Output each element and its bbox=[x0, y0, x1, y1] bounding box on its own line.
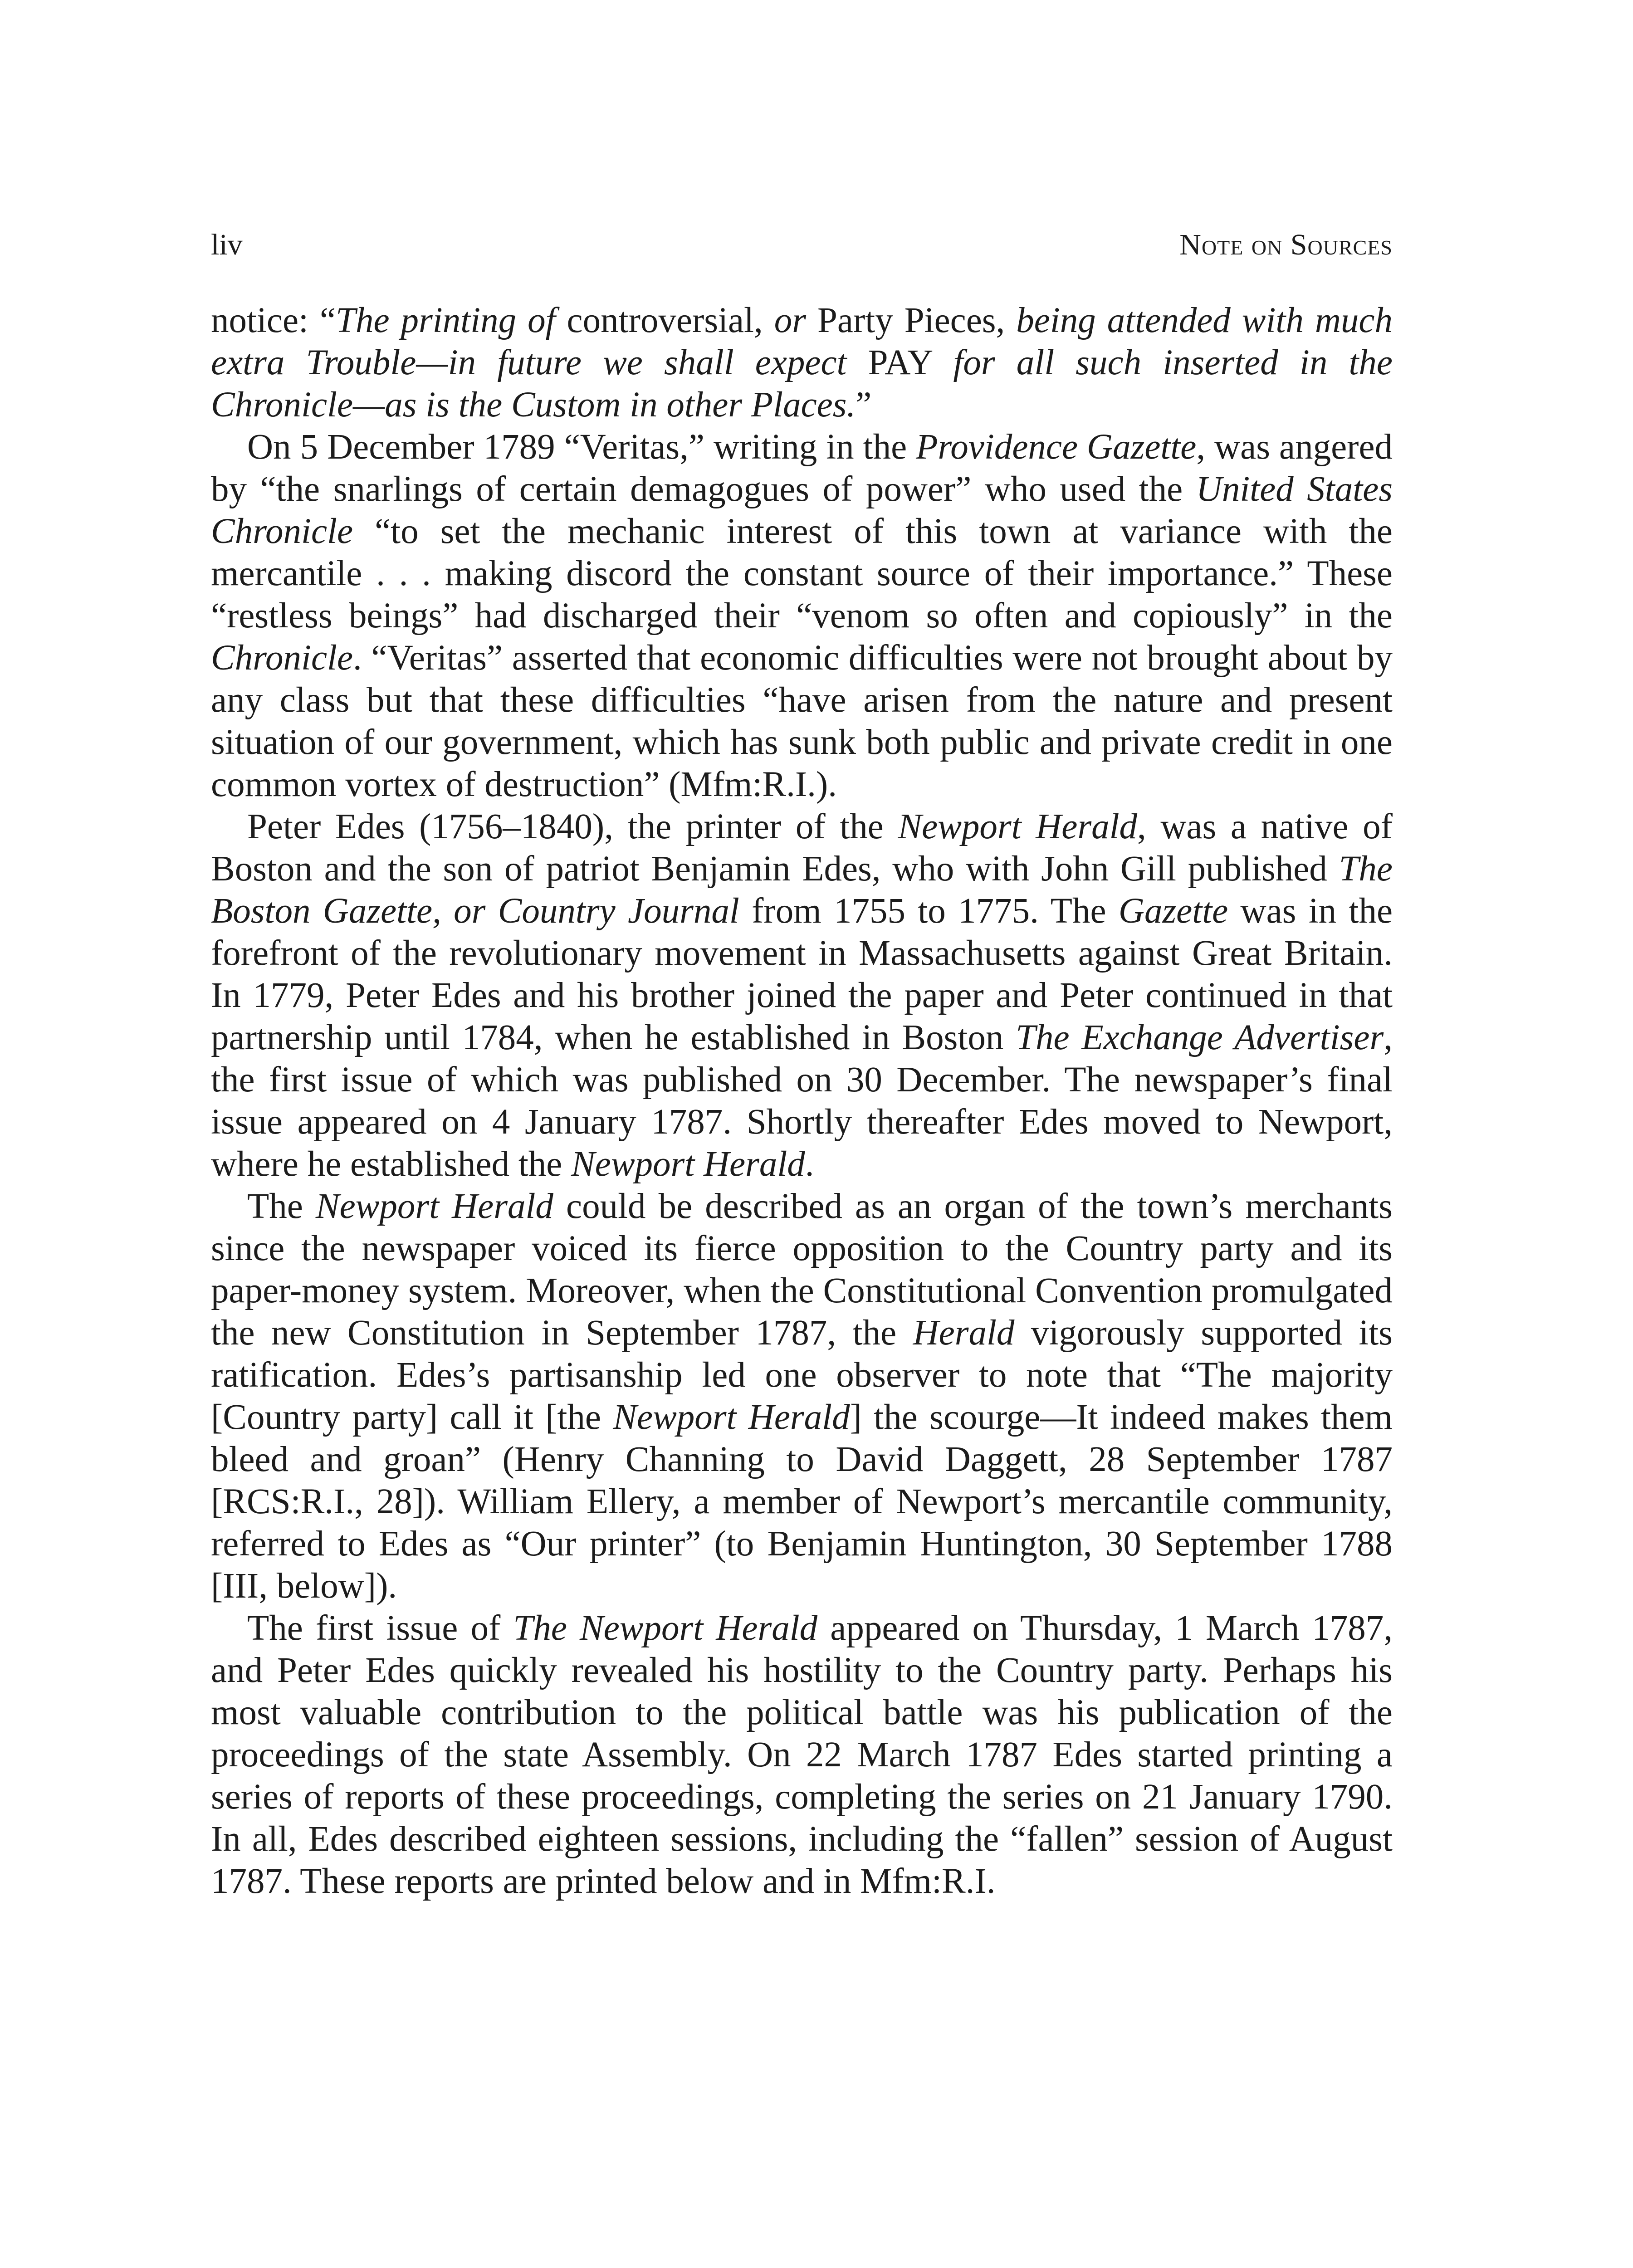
italic-text: being attended with much extra Trouble—in future we shall expect bbox=[211, 301, 1393, 382]
running-title: Note on Sources bbox=[1179, 228, 1393, 261]
italic-text: for all such inserted in the Chronicle—as is the Custom in other Places. bbox=[211, 343, 1393, 425]
italic-text: Gazette bbox=[1118, 891, 1228, 931]
page-number: liv bbox=[211, 228, 243, 261]
text-run: On 5 December 1789 “Veritas,” writing in the bbox=[247, 427, 916, 467]
text-run: controversial, bbox=[555, 301, 774, 340]
italic-text: The Exchange Advertiser bbox=[1016, 1018, 1384, 1057]
text-run: Peter Edes (1756–1840), the printer of the bbox=[247, 807, 898, 846]
text-run: , was angered by “the snarlings of certain demagogues of power” who used the bbox=[211, 427, 1393, 509]
italic-text: The Newport Herald bbox=[513, 1608, 818, 1648]
text-run: appeared on Thursday, 1 March 1787, and Peter Edes quickly revealed his hostility to the Country party. Perhaps his most valuable contribution to the political battle was his publication of the proceedings of the state Assembly. On 22 March 1787 Edes started printing a series of reports of these proceedings, completing the series on 21 January 1790. In all, Edes described eighteen sessions, including the “fallen” session of August 1787. These reports are printed below and in Mfm:R.I. bbox=[211, 1608, 1393, 1901]
text-run: . “Veritas” asserted that economic difficulties were not brought about by any class but that these difficulties “have arisen from the nature and present situation of our government, which has sunk both public and private credit in one common vortex of destruction” (Mfm:R.I.). bbox=[211, 638, 1393, 804]
italic-text: Providence Gazette bbox=[916, 427, 1197, 467]
text-run: notice: “ bbox=[211, 301, 336, 340]
paragraph bbox=[211, 299, 1393, 426]
paragraph bbox=[211, 1607, 1393, 1902]
text-run: “to set the mechanic interest of this town at variance with the mercantile . . . making discord the constant source of their importance.” These “restless beings” had discharged their “venom so often and copiously” in the bbox=[211, 512, 1393, 635]
text-run: The first issue of bbox=[247, 1608, 513, 1648]
italic-text: Newport Herald bbox=[613, 1398, 850, 1437]
italic-text: Newport Herald bbox=[898, 807, 1138, 846]
paragraph bbox=[211, 806, 1393, 1185]
text-run: ] the scourge—It indeed makes them bleed and groan” (Henry Channing to David Daggett, 28 September 1787 [RCS:R.I., 28]). William Ellery, a member of Newport’s mercantile community, referred to Edes as “Our printer” (to Benjamin Huntington, 30 September 1788 [III, below]). bbox=[211, 1398, 1393, 1606]
text-run: ” bbox=[856, 385, 872, 425]
text-run: from 1755 to 1775. The bbox=[739, 891, 1119, 931]
italic-text: The printing of bbox=[336, 301, 556, 340]
italic-text: Newport Herald bbox=[315, 1187, 553, 1226]
text-run: The bbox=[247, 1187, 316, 1226]
body-text bbox=[211, 299, 1393, 1902]
italic-text: Herald bbox=[913, 1313, 1015, 1353]
text-run: . bbox=[805, 1144, 814, 1184]
paragraph bbox=[211, 426, 1393, 806]
paragraph bbox=[211, 1185, 1393, 1607]
text-run: , was a native of Boston and the son of patriot Benjamin Edes, who with John Gill published bbox=[211, 807, 1393, 889]
text-run: PAY bbox=[846, 343, 953, 382]
italic-text: or bbox=[774, 301, 806, 340]
text-run: , the first issue of which was published on 30 December. The newspaper’s final issue appeared on 4 January 1787. Shortly thereafter Edes moved to Newport, where he established the bbox=[211, 1018, 1393, 1184]
italic-text: Chronicle bbox=[211, 638, 353, 678]
italic-text: The Boston Gazette, or Country Journal bbox=[211, 849, 1393, 931]
italic-text: Newport Herald bbox=[571, 1144, 805, 1184]
text-run: Party Pieces, bbox=[806, 301, 1017, 340]
text-run: vigorously supported its ratification. Edes’s partisanship led one observer to note that “The majority [Country party] call it [the bbox=[211, 1313, 1393, 1437]
text-run: could be described as an organ of the town’s merchants since the newspaper voiced its fierce opposition to the Country party and its paper-money system. Moreover, when the Constitutional Convention promulgated the new Constitution in September 1787, the bbox=[211, 1187, 1393, 1353]
text-run: was in the forefront of the revolutionary movement in Massachusetts against Great Britain. In 1779, Peter Edes and his brother joined the paper and Peter continued in that partnership until 1784, when he established in Boston bbox=[211, 891, 1393, 1057]
italic-text: United States Chronicle bbox=[211, 469, 1393, 551]
running-head bbox=[211, 220, 1393, 270]
